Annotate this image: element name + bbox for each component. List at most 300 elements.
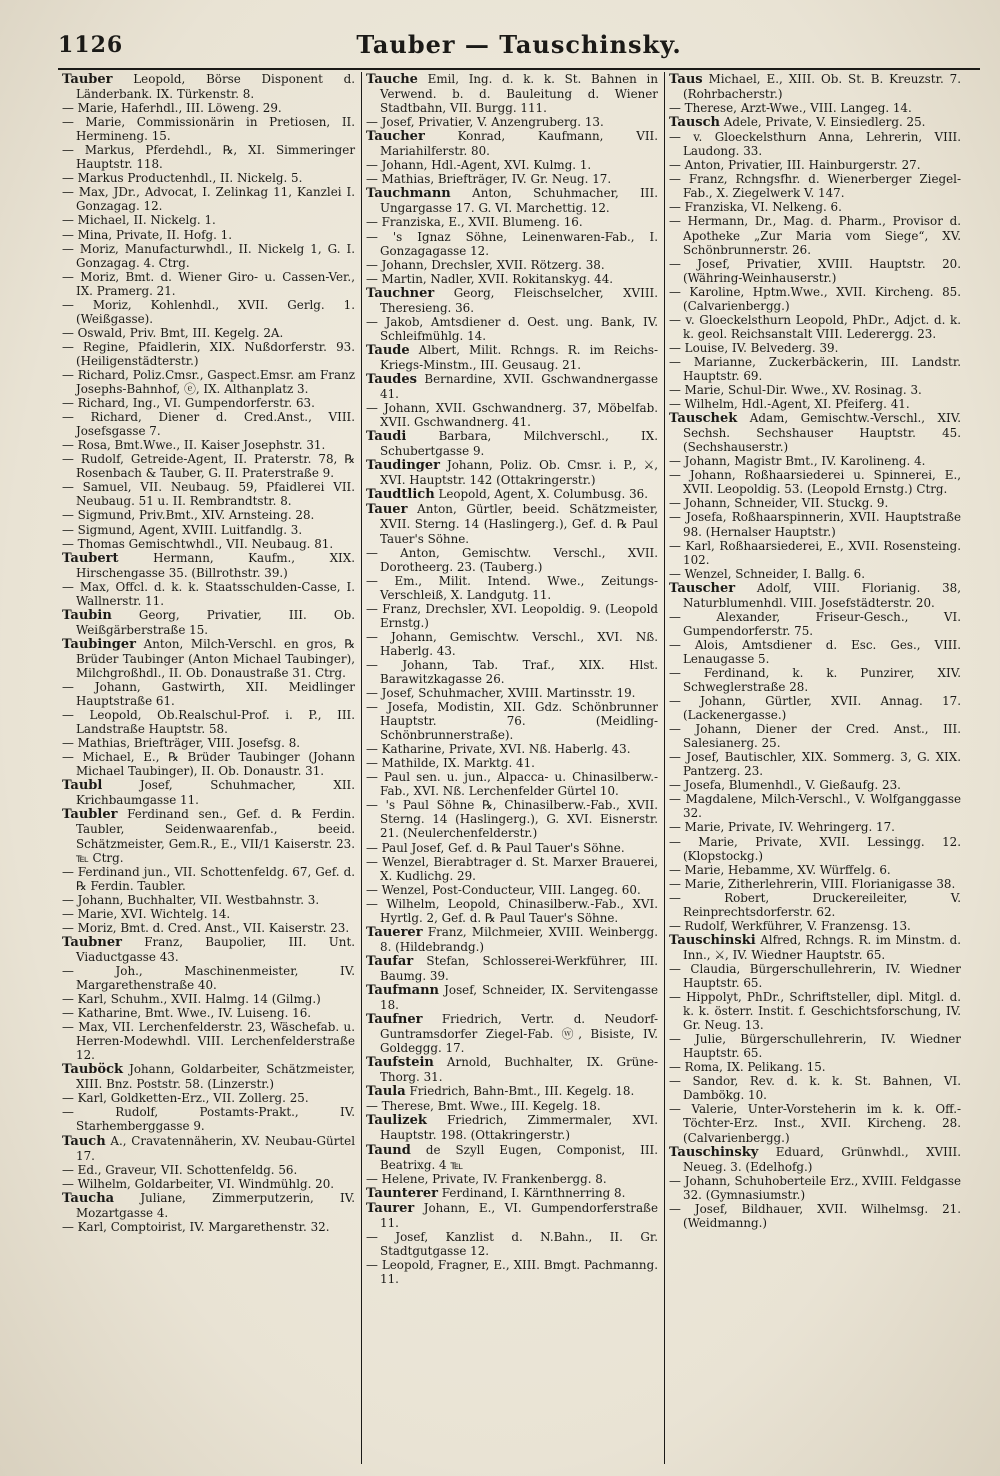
entry-details: Johann, Goldarbeiter, Schätzmeister, XIII. Bnz. Poststr. 58. (Linzerstr.) xyxy=(76,1062,355,1092)
entry-surname: Taufmann xyxy=(366,983,439,998)
entry-details: — Johann, Roßhaarsiederei u. Spinnerei, E., XVII. Leopoldig. 53. (Leopold Ernstg.) Ctrg. xyxy=(669,468,961,497)
entry-details: Adam, Gemischtw.-Verschl., XIV. Sechsh. Sechshauser Hauptstr. 45. (Sechshauserstr.) xyxy=(683,411,962,455)
directory-entry xyxy=(366,798,658,840)
directory-entry xyxy=(62,992,355,1006)
entry-details: — Josefa, Blumenhdl., V. Gießaufg. 23. xyxy=(669,778,901,793)
entry-details: — v. Gloeckelsthurn Anna, Lehrerin, VIII. Laudong. 33. xyxy=(669,130,961,159)
directory-entry xyxy=(366,1055,658,1084)
directory-entry xyxy=(669,750,961,778)
directory-entry xyxy=(669,158,961,172)
entry-details: — Wenzel, Bierabtrager d. St. Marxer Brauerei, X. Kudlichg. 29. xyxy=(366,854,658,883)
entry-details: — Moriz, Manufacturwhdl., II. Nickelg 1, G. I. Gonzagag. 4. Ctrg. xyxy=(62,241,355,270)
directory-entry xyxy=(62,452,355,480)
entry-details: — Johann, Buchhalter, VII. Westbahnstr. 3. xyxy=(62,892,320,907)
directory-entry xyxy=(669,567,961,581)
entry-surname: Tauschinsky xyxy=(669,1144,759,1160)
entry-details: — Franziska, E., XVII. Blumeng. 16. xyxy=(366,215,583,230)
entry-surname: Taufar xyxy=(366,953,414,969)
directory-entry xyxy=(62,580,355,608)
entry-details: — Markus Productenhdl., II. Nickelg. 5. xyxy=(62,171,303,186)
directory-entry xyxy=(669,990,961,1032)
entry-details: — Johann, Schneider, VII. Stuckg. 9. xyxy=(669,496,889,511)
entry-surname: Tauche xyxy=(366,72,418,87)
directory-entry xyxy=(669,257,961,285)
entry-details: Johann, Poliz. Ob. Cmsr. i. P., ⚔, XVI. Hauptstr. 142 (Ottakringerstr.) xyxy=(380,458,659,488)
running-title: Tauber — Tauschinsky. xyxy=(356,30,682,59)
entry-details: — Josef, Privatier, XVIII. Hauptstr. 20. (Währing-Weinhauserstr.) xyxy=(669,256,961,285)
entry-details: Franz, Baupolier, III. Unt. Viaductgasse 43. xyxy=(76,934,356,964)
entry-surname: Tauchner xyxy=(366,285,435,301)
entry-details: — Marie, Commissionärin in Pretiosen, II. Hermineng. 15. xyxy=(62,115,355,144)
entry-details: — Marie, Schul-Dir. Wwe., XV. Rosinag. 3. xyxy=(669,383,922,398)
directory-entry xyxy=(62,964,355,992)
entry-details: Georg, Privatier, III. Ob. Weißgärberstraße 15. xyxy=(76,607,355,637)
entry-details: — 's Paul Söhne ℞, Chinasilberw.-Fab., XVII. Sterng. 14 (Haslingerg.), G. XVI. Eisnerstr. 21. (Neulerchenfelderstr.) xyxy=(366,798,658,841)
entry-details: — Therese, Bmt. Wwe., III. Kegelg. 18. xyxy=(366,1099,601,1114)
entry-details: — Rudolf, Getreide-Agent, II. Praterstr. 78, ℞ Rosenbach & Tauber, G. II. Praterstraße 9. xyxy=(62,452,355,481)
entry-details: — Mina, Private, II. Hofg. 1. xyxy=(62,227,233,242)
entry-details: — Marie, Private, IV. Wehringerg. 17. xyxy=(669,820,895,835)
entry-details: — 's Ignaz Söhne, Leinenwaren-Fab., I. Gonzagagasse 12. xyxy=(366,229,658,258)
directory-entry xyxy=(366,658,658,686)
directory-entry xyxy=(366,897,658,925)
entry-surname: Taudi xyxy=(366,429,407,445)
directory-entry xyxy=(366,272,658,286)
entry-details: — Ferdinand jun., VII. Schottenfeldg. 67, Gef. d. ℞ Ferdin. Taubler. xyxy=(62,864,355,893)
entry-surname: Taubin xyxy=(62,607,112,623)
entry-details: Konrad, Kaufmann, VII. Mariahilferstr. 80. xyxy=(380,129,659,159)
directory-entry xyxy=(366,602,658,630)
entry-surname: Tauschinski xyxy=(669,932,756,948)
directory-entry xyxy=(62,438,355,452)
directory-entry xyxy=(669,933,961,962)
entry-details: — Sandor, Rev. d. k. k. St. Bahnen, VI. Dambökg. 10. xyxy=(669,1074,961,1103)
entry-details: de Szyll Eugen, Componist, III. Beatrixg. 4 ℡ xyxy=(380,1142,658,1172)
entry-details: Josef, Schneider, IX. Servitengasse 18. xyxy=(380,983,658,1013)
directory-entry xyxy=(366,770,658,798)
entry-details: — Josef, Privatier, V. Anzengruberg. 13. xyxy=(366,115,604,130)
entry-details: — Em., Milit. Intend. Wwe., Zeitungs-Verschleiß, X. Landgutg. 11. xyxy=(366,573,658,602)
directory-entry xyxy=(62,921,355,935)
entry-surname: Taudes xyxy=(366,371,417,387)
directory-entry xyxy=(366,1099,658,1113)
entry-details: Friedrich, Zimmermaler, XVI. Hauptstr. 198. (Ottakringerstr.) xyxy=(380,1113,658,1143)
entry-details: — Hippolyt, PhDr., Schriftsteller, dipl. Mitgl. d. k. k. österr. Instit. f. Geschichtsforschung, IV. Gr. Neug. 13. xyxy=(669,990,961,1033)
directory-entry xyxy=(366,458,658,487)
directory-entry xyxy=(62,907,355,921)
directory-entry xyxy=(62,551,355,580)
directory-entry xyxy=(366,343,658,372)
entry-details: — Wilhelm, Hdl.-Agent, XI. Pfeiferg. 41. xyxy=(669,397,910,412)
entry-details: — Wilhelm, Leopold, Chinasilberw.-Fab., XVI. Hyrtlg. 2, Gef. d. ℞ Paul Tauer's Söhne. xyxy=(366,896,658,925)
page-number: 1126 xyxy=(58,32,124,58)
entry-details: — Katharine, Bmt. Wwe., IV. Luiseng. 16. xyxy=(62,1006,312,1021)
directory-entry xyxy=(62,807,355,864)
entry-surname: Taubinger xyxy=(62,636,136,652)
entry-details: — Anton, Privatier, III. Hainburgerstr. 27. xyxy=(669,158,921,173)
entry-surname: Taunterer xyxy=(366,1185,439,1201)
directory-entry xyxy=(366,129,658,158)
directory-entry xyxy=(366,700,658,742)
entry-details: Hermann, Kaufm., XIX. Hirschengasse 35. (Billrothstr. 39.) xyxy=(76,550,355,580)
directory-entry xyxy=(669,510,961,538)
directory-entry xyxy=(366,172,658,186)
directory-entry xyxy=(366,954,658,983)
directory-entry xyxy=(366,1012,658,1055)
directory-entry xyxy=(62,1020,355,1062)
directory-entry xyxy=(62,508,355,522)
directory-entry xyxy=(366,1143,658,1172)
directory-entry xyxy=(669,172,961,200)
entry-details: Emil, Ing. d. k. k. St. Bahnen in Verwend. b. d. Bauleitung d. Wiener Stadtbahn, VII. Burgg. 111. xyxy=(380,72,658,116)
directory-entry xyxy=(62,171,355,185)
entry-details: — Sigmund, Priv.Bmt., XIV. Arnsteing. 28. xyxy=(62,508,315,523)
directory-entry xyxy=(366,686,658,700)
entry-details: — Richard, Diener d. Cred.Anst., VIII. Josefsgasse 7. xyxy=(62,410,355,439)
entry-details: — Ed., Graveur, VII. Schottenfeldg. 56. xyxy=(62,1162,298,1177)
entry-details: — Franziska, VI. Nelkeng. 6. xyxy=(669,200,842,215)
directory-entry xyxy=(62,115,355,143)
directory-entry xyxy=(669,1060,961,1074)
entry-details: — Marie, Hebamme, XV. Würffelg. 6. xyxy=(669,862,891,877)
entry-details: — Samuel, VII. Neubaug. 59, Pfaidlerei VII. Neubaug. 51 u. II. Rembrandtstr. 8. xyxy=(62,480,355,509)
directory-entry xyxy=(62,298,355,326)
entry-details: — Thomas Gemischtwhdl., VII. Neubaug. 81. xyxy=(62,536,334,551)
entry-details: — Josef, Schuhmacher, XVIII. Martinsstr. 19. xyxy=(366,686,636,701)
entry-details: — Karoline, Hptm.Wwe., XVII. Kircheng. 85. (Calvarienbergg.) xyxy=(669,284,961,313)
entry-details: — Moriz, Bmt. d. Wiener Giro- u. Cassen-Ver., IX. Pramerg. 21. xyxy=(62,269,355,298)
entry-surname: Taulizek xyxy=(366,1113,427,1129)
directory-entry xyxy=(669,638,961,666)
entry-details: — Josefa, Modistin, XII. Gdz. Schönbrunner Hauptstr. 76. (Meidling-Schönbrunnerstraße). xyxy=(366,700,658,743)
directory-entry xyxy=(366,1258,658,1286)
entry-details: — Hermann, Dr., Mag. d. Pharm., Provisor d. Apotheke „Zur Maria vom Siege“, XV. Schönbrunnerstr. 26. xyxy=(669,214,961,257)
entry-details: — Julie, Bürgerschullehrerin, IV. Wiedner Hauptstr. 65. xyxy=(669,1032,961,1061)
directory-entry xyxy=(669,496,961,510)
directory-entry xyxy=(366,630,658,658)
directory-entry xyxy=(366,1084,658,1099)
entry-details: — Max, JDr., Advocat, I. Zelinkag 11, Kanzlei I. Gonzagag. 12. xyxy=(62,185,355,214)
directory-entry xyxy=(669,919,961,933)
directory-entry xyxy=(669,1174,961,1202)
entry-details: Leopold, Agent, X. Columbusg. 36. xyxy=(438,487,648,502)
entry-details: Juliane, Zimmerputzerin, IV. Mozartgasse 4. xyxy=(76,1190,355,1220)
entry-details: Leopold, Börse Disponent d. Länderbank. IX. Türkenstr. 8. xyxy=(76,72,355,102)
header-rule xyxy=(58,68,980,70)
entry-details: — Markus, Pferdehdl., ℞, XI. Simmeringer Hauptstr. 118. xyxy=(62,143,355,172)
entry-surname: Tauerer xyxy=(366,924,423,940)
directory-entry xyxy=(62,1091,355,1105)
entry-details: — Wilhelm, Goldarbeiter, VI. Windmühlg. 20. xyxy=(62,1176,335,1191)
entry-details: — Alois, Amtsdiener d. Esc. Ges., VIII. Lenaugasse 5. xyxy=(669,637,961,666)
directory-entry xyxy=(366,925,658,954)
column-1 xyxy=(58,72,359,1464)
entry-details: — Johann, Magistr Bmt., IV. Karolineng. 4. xyxy=(669,454,926,469)
directory-entry xyxy=(366,72,658,115)
entry-details: — Max, Offcl. d. k. k. Staatsschulden-Casse, I. Wallnerstr. 11. xyxy=(62,579,355,608)
entry-details: Stefan, Schlosserei-Werkführer, III. Baumg. 39. xyxy=(380,953,658,983)
entry-details: Eduard, Grünwhdl., XVIII. Neueg. 3. (Edelhofg.) xyxy=(683,1144,962,1174)
entry-details: Ferdinand, I. Kärnthnerring 8. xyxy=(441,1185,626,1200)
directory-entry xyxy=(62,523,355,537)
entry-details: Johann, E., VI. Gumpendorferstraße 11. xyxy=(380,1200,659,1230)
directory-entry xyxy=(62,637,355,680)
directory-entry xyxy=(366,1230,658,1258)
entry-surname: Tauchmann xyxy=(366,186,451,202)
entry-surname: Tauch xyxy=(62,1133,106,1149)
entry-details: Anton, Schuhmacher, III. Ungargasse 17. G. VI. Marchettig. 12. xyxy=(380,186,658,216)
entry-details: Adolf, VIII. Florianig. 38, Naturblumenhdl. VIII. Josefstädterstr. 20. xyxy=(683,580,962,610)
entry-surname: Taund xyxy=(366,1142,411,1158)
entry-details: — Johann, Diener der Cred. Anst., III. Salesianerg. 25. xyxy=(669,722,961,751)
directory-entry xyxy=(669,383,961,397)
entry-surname: Taudinger xyxy=(366,458,440,474)
directory-entry xyxy=(669,694,961,722)
directory-entry xyxy=(62,185,355,213)
entry-details: — Mathilde, IX. Marktg. 41. xyxy=(366,756,535,771)
entry-surname: Taubert xyxy=(62,550,119,566)
entry-surname: Taula xyxy=(366,1084,406,1100)
directory-entry xyxy=(62,480,355,508)
directory-entry xyxy=(366,186,658,215)
directory-entry xyxy=(62,537,355,551)
directory-entry xyxy=(62,396,355,410)
directory-entry xyxy=(669,355,961,383)
directory-entry xyxy=(669,200,961,214)
entry-details: — Mathias, Briefträger, IV. Gr. Neug. 17. xyxy=(366,172,612,187)
entry-details: — Johann, Drechsler, XVII. Rötzerg. 38. xyxy=(366,257,605,272)
entry-surname: Taubner xyxy=(62,934,122,950)
entry-details: — Marianne, Zuckerbäckerin, III. Landstr. Hauptstr. 69. xyxy=(669,354,961,383)
directory-entry xyxy=(366,502,658,545)
directory-entry xyxy=(669,722,961,750)
entry-details: — Josefa, Roßhaarspinnerin, XVII. Hauptstraße 98. (Hernalser Hauptstr.) xyxy=(669,510,961,539)
directory-entry xyxy=(669,72,961,101)
entry-details: — Magdalene, Milch-Verschl., V. Wolfganggasse 32. xyxy=(669,792,961,821)
directory-entry xyxy=(669,863,961,877)
entry-details: — Katharine, Private, XVI. Nß. Haberlg. 43. xyxy=(366,742,631,757)
entry-surname: Tauber xyxy=(62,72,113,87)
directory-entry xyxy=(669,792,961,820)
directory-entry xyxy=(669,666,961,694)
directory-entry xyxy=(62,340,355,368)
entry-surname: Taude xyxy=(366,342,410,358)
entry-details: — Mathias, Briefträger, VIII. Josefsg. 8. xyxy=(62,736,301,751)
directory-entry xyxy=(366,574,658,602)
entry-details: Anton, Milch-Verschl. en gros, ℞ Brüder Taubinger (Anton Michael Taubinger), Milchgroßhdl., II. Ob. Donaustraße 31. Ctrg. xyxy=(76,636,356,680)
entry-details: — Franz, Drechsler, XVI. Leopoldig. 9. (Leopold Ernstg.) xyxy=(366,601,658,630)
entry-details: — Franz, Rchngsfhr. d. Wienerberger Ziegel-Fab., X. Ziegelwerk V. 147. xyxy=(669,172,961,201)
directory-entry xyxy=(669,962,961,990)
entry-details: — Martin, Nadler, XVII. Rokitanskyg. 44. xyxy=(366,271,614,286)
entry-details: — Rudolf, Werkführer, V. Franzensg. 13. xyxy=(669,918,911,933)
entry-details: — Valerie, Unter-Vorsteherin im k. k. Off.-Töchter-Erz. Inst., XVII. Kircheng. 28. (Calvarienbergg.) xyxy=(669,1102,961,1145)
directory-entry xyxy=(366,401,658,429)
directory-entry xyxy=(62,893,355,907)
directory-entry xyxy=(669,411,961,454)
directory-entry xyxy=(669,214,961,256)
entry-details: — Josef, Bautischler, XIX. Sommerg. 3, G. XIX. Pantzerg. 23. xyxy=(669,750,961,779)
entry-details: Barbara, Milchverschl., IX. Schubertgasse 9. xyxy=(380,429,659,459)
directory-entry xyxy=(366,286,658,315)
entry-details: Franz, Milchmeier, XVIII. Weinbergg. 8. (Hildebrandg.) xyxy=(380,924,658,954)
entry-details: — Oswald, Priv. Bmt, III. Kegelg. 2A. xyxy=(62,325,284,340)
entry-surname: Taus xyxy=(669,72,703,87)
entry-details: A., Cravatennäherin, XV. Neubau-Gürtel 17. xyxy=(76,1133,355,1163)
directory-entry xyxy=(366,315,658,343)
directory-entry xyxy=(62,326,355,340)
directory-entry xyxy=(669,285,961,313)
entry-details: Ferdinand sen., Gef. d. ℞ Ferdin. Taubler, Seidenwaarenfab., beeid. Schätzmeister, Gem.R., E., VII/1 Kaiserstr. 23. ℡ Ctrg. xyxy=(76,807,355,865)
directory-entry xyxy=(62,72,355,101)
directory-entry xyxy=(669,610,961,638)
directory-entry xyxy=(366,742,658,756)
entry-details: — Marie, XVI. Wichtelg. 14. xyxy=(62,906,231,921)
directory-entry xyxy=(62,1191,355,1220)
entry-details: — Johann, Gürtler, XVII. Annag. 17. (Lackenergasse.) xyxy=(669,694,961,723)
directory-entry xyxy=(669,778,961,792)
entry-surname: Tauschek xyxy=(669,411,738,427)
entry-details: Anton, Gürtler, beeid. Schätzmeister, XVII. Sterng. 14 (Haslingerg.), Gef. d. ℞ Paul Tauer's Söhne. xyxy=(380,502,658,546)
entry-details: — Karl, Roßhaarsiederei, E., XVII. Rosensteing. 102. xyxy=(669,538,961,567)
directory-entry xyxy=(669,454,961,468)
directory-entry xyxy=(669,835,961,863)
directory-entry xyxy=(62,1163,355,1177)
entry-details: Alfred, Rchngs. R. im Minstm. d. Inn., ⚔, IV. Wiedner Hauptstr. 65. xyxy=(683,932,962,962)
entry-details: — Johann, Tab. Traf., XIX. Hlst. Barawitzkagasse 26. xyxy=(366,657,658,686)
entry-details: — Roma, IX. Pelikang. 15. xyxy=(669,1060,826,1075)
entry-details: — Wenzel, Post-Conducteur, VIII. Langeg. 60. xyxy=(366,882,641,897)
directory-entry xyxy=(62,101,355,115)
directory-entry xyxy=(62,935,355,964)
entry-surname: Taufstein xyxy=(366,1055,434,1071)
entry-details: — Johann, XVII. Gschwandnerg. 37, Möbelfab. XVII. Gschwandnerg. 41. xyxy=(366,401,658,430)
directory-entry xyxy=(669,877,961,891)
directory-entry xyxy=(366,855,658,883)
entry-details: Georg, Fleischselcher, XVIII. Theresieng. 36. xyxy=(380,285,658,315)
entry-details: Albert, Milit. Rchngs. R. im Reichs-Kriegs-Minstm., III. Geusaug. 21. xyxy=(380,342,658,372)
directory-entry xyxy=(62,1006,355,1020)
entry-details: — Jakob, Amtsdiener d. Oest. ung. Bank, IV. Schleifmühlg. 14. xyxy=(366,314,658,343)
entry-details: — Karl, Goldketten-Erz., VII. Zollerg. 25. xyxy=(62,1091,309,1106)
entry-details: — Johann, Hdl.-Agent, XVI. Kulmg. 1. xyxy=(366,158,592,173)
directory-entry xyxy=(669,820,961,834)
directory-entry xyxy=(669,1202,961,1230)
entry-details: — Josef, Bildhauer, XVII. Wilhelmsg. 21. (Weidmanng.) xyxy=(669,1201,961,1230)
directory-entry xyxy=(366,158,658,172)
entry-details: Bernardine, XVII. Gschwandnergasse 41. xyxy=(380,371,659,402)
entry-details: — Anton, Gemischtw. Verschl., XVII. Dorotheerg. 23. (Tauberg.) xyxy=(366,545,658,574)
entry-details: — Sigmund, Agent, XVIII. Luitfandlg. 3. xyxy=(62,522,303,537)
entry-details: — Michael, E., ℞ Brüder Taubinger (Johann Michael Taubinger), II. Ob. Donaustr. 31. xyxy=(62,750,355,779)
directory-entry xyxy=(62,1062,355,1091)
directory-entry xyxy=(366,1113,658,1142)
entry-surname: Tauscher xyxy=(669,580,736,596)
directory-entry xyxy=(366,1172,658,1186)
entry-details: — Claudia, Bürgerschullehrerin, IV. Wiedner Hauptstr. 65. xyxy=(669,961,961,990)
directory-entry xyxy=(62,736,355,750)
entry-details: — Leopold, Fragner, E., XIII. Bmgt. Pachmanng. 11. xyxy=(366,1257,658,1286)
entry-surname: Taurer xyxy=(366,1200,415,1216)
entry-surname: Tauböck xyxy=(62,1062,123,1078)
entry-details: — Ferdinand, k. k. Punzirer, XIV. Schweglerstraße 28. xyxy=(669,665,961,695)
directory-entry xyxy=(62,1220,355,1234)
directory-entry xyxy=(669,1032,961,1060)
entry-details: — v. Gloeckelsthurn Leopold, PhDr., Adjct. d. k. k. geol. Reichsanstalt VIII. Lederergg. 23. xyxy=(669,312,961,341)
entry-details: — Marie, Zitherlehrerin, VIII. Florianigasse 38. xyxy=(669,876,956,891)
directory-entry xyxy=(62,1177,355,1191)
directory-entry xyxy=(669,397,961,411)
entry-details: — Moriz, Bmt. d. Cred. Anst., VII. Kaiserstr. 23. xyxy=(62,920,350,935)
directory-entry xyxy=(62,410,355,438)
directory-entry xyxy=(62,143,355,171)
directory-columns xyxy=(58,72,980,1464)
entry-details: — Marie, Haferhdl., III. Löweng. 29. xyxy=(62,101,282,116)
directory-entry xyxy=(669,130,961,158)
directory-entry xyxy=(366,546,658,574)
entry-surname: Taubler xyxy=(62,807,118,823)
entry-details: — Louise, IV. Belvederg. 39. xyxy=(669,340,839,355)
directory-entry xyxy=(366,983,658,1012)
directory-entry xyxy=(669,341,961,355)
entry-details: — Helene, Private, IV. Frankenbergg. 8. xyxy=(366,1171,607,1186)
entry-details: Arnold, Buchhalter, IX. Grüne-Thorg. 31. xyxy=(380,1055,659,1085)
entry-details: — Josef, Kanzlist d. N.Bahn., II. Gr. Stadtgutgasse 12. xyxy=(366,1229,658,1258)
directory-entry xyxy=(669,115,961,130)
directory-entry xyxy=(62,750,355,778)
directory-entry xyxy=(669,313,961,341)
column-2 xyxy=(361,72,662,1464)
directory-entry xyxy=(62,680,355,708)
directory-entry xyxy=(366,883,658,897)
directory-entry xyxy=(62,608,355,637)
entry-details: — Karl, Comptoirist, IV. Margarethenstr. 32. xyxy=(62,1219,330,1234)
directory-entry xyxy=(669,891,961,919)
entry-surname: Taucher xyxy=(366,129,425,145)
directory-entry xyxy=(62,1105,355,1133)
entry-details: — Paul sen. u. jun., Alpacca- u. Chinasilberw.-Fab., XVI. Nß. Lerchenfelder Gürtel 10. xyxy=(366,770,658,799)
entry-details: — Therese, Arzt-Wwe., VIII. Langeg. 14. xyxy=(669,101,912,116)
directory-entry xyxy=(62,865,355,893)
entry-details: — Joh., Maschinenmeister, IV. Margarethenstraße 40. xyxy=(62,963,355,992)
directory-entry xyxy=(366,841,658,855)
entry-details: — Robert, Druckereileiter, V. Reinprechtsdorferstr. 62. xyxy=(669,890,961,919)
entry-details: — Moriz, Kohlenhdl., XVII. Gerlg. 1. (Weißgasse). xyxy=(62,297,355,326)
directory-entry xyxy=(669,468,961,496)
entry-surname: Taucha xyxy=(62,1190,115,1206)
directory-entry xyxy=(62,368,355,396)
entry-details: — Johann, Gemischtw. Verschl., XVI. Nß. Haberlg. 43. xyxy=(366,629,658,658)
entry-details: — Karl, Schuhm., XVII. Halmg. 14 (Gilmg.) xyxy=(62,992,321,1007)
entry-details: Friedrich, Vertr. d. Neudorf-Guntramsdorfer Ziegel-Fab. ⓦ, Bisiste, IV. Goldeggg. 17. xyxy=(380,1012,659,1056)
entry-details: — Alexander, Friseur-Gesch., VI. Gumpendorferstr. 75. xyxy=(669,609,961,638)
directory-entry xyxy=(62,213,355,227)
entry-details: Adele, Private, V. Einsiedlerg. 25. xyxy=(723,115,926,130)
directory-entry xyxy=(366,429,658,458)
directory-entry xyxy=(669,101,961,115)
entry-details: — Max, VII. Lerchenfelderstr. 23, Wäschefab. u. Herren-Modewhdl. VIII. Lerchenfelderstraße 12. xyxy=(62,1020,355,1063)
directory-entry xyxy=(669,581,961,610)
directory-entry xyxy=(62,270,355,298)
directory-entry xyxy=(62,708,355,736)
directory-entry xyxy=(62,778,355,807)
directory-entry xyxy=(366,1201,658,1230)
entry-details: — Wenzel, Schneider, I. Ballg. 6. xyxy=(669,566,866,581)
entry-details: Josef, Schuhmacher, XII. Krichbaumgasse 11. xyxy=(76,778,355,808)
directory-entry xyxy=(669,1074,961,1102)
directory-entry xyxy=(669,539,961,567)
entry-details: — Leopold, Ob.Realschul-Prof. i. P., III. Landstraße Hauptstr. 58. xyxy=(62,708,355,737)
